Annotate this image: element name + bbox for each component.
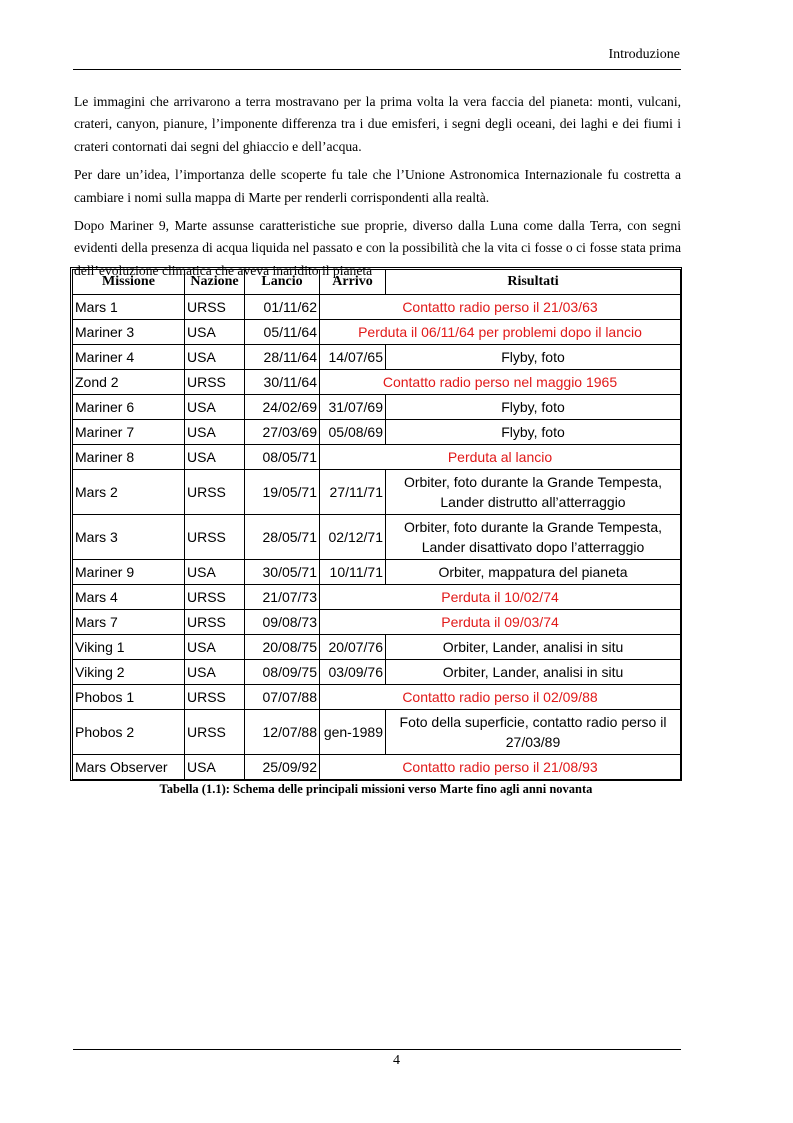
cell-missione: Viking 2 (73, 660, 185, 685)
table-row (73, 320, 681, 345)
table-row (73, 445, 681, 470)
cell-risultati: Orbiter, Lander, analisi in situ (386, 660, 681, 685)
header-arrivo: Arrivo (320, 270, 386, 295)
table-row (73, 395, 681, 420)
cell-nazione: URSS (185, 470, 245, 515)
table-row (73, 635, 681, 660)
table-row (73, 470, 681, 515)
cell-missione: Phobos 2 (73, 710, 185, 755)
table-row (73, 585, 681, 610)
table-row (73, 755, 681, 780)
cell-risultati: Contatto radio perso il 21/03/63 (320, 295, 681, 320)
cell-risultati: Orbiter, Lander, analisi in situ (386, 635, 681, 660)
cell-missione: Mars 3 (73, 515, 185, 560)
cell-missione: Mariner 3 (73, 320, 185, 345)
cell-lancio: 08/09/75 (245, 660, 320, 685)
cell-lancio: 25/09/92 (245, 755, 320, 780)
cell-lancio: 01/11/62 (245, 295, 320, 320)
cell-lancio: 12/07/88 (245, 710, 320, 755)
table-row (73, 685, 681, 710)
table-row (73, 515, 681, 560)
cell-risultati: Flyby, foto (386, 395, 681, 420)
cell-missione: Viking 1 (73, 635, 185, 660)
table-header-row (73, 270, 681, 295)
cell-nazione: URSS (185, 515, 245, 560)
table-row (73, 420, 681, 445)
body-text (74, 91, 681, 288)
cell-nazione: USA (185, 320, 245, 345)
cell-nazione: URSS (185, 585, 245, 610)
cell-missione: Mars 1 (73, 295, 185, 320)
paragraph: Le immagini che arrivarono a terra mostravano per la prima volta la vera faccia del pianeta: monti, vulcani, crateri, canyon, pianure, l’imponente differenza tra i due emisferi, i segni degli oceani, dei laghi e dei fiumi i crateri contornati dai segni del ghiaccio e dell’acqua. (74, 94, 681, 154)
cell-lancio: 30/11/64 (245, 370, 320, 395)
cell-nazione: USA (185, 345, 245, 370)
cell-risultati: Perduta il 10/02/74 (320, 585, 681, 610)
cell-lancio: 21/07/73 (245, 585, 320, 610)
cell-missione: Mars 4 (73, 585, 185, 610)
cell-arrivo: 05/08/69 (320, 420, 386, 445)
cell-nazione: URSS (185, 295, 245, 320)
footer-rule (73, 1049, 681, 1050)
cell-lancio: 28/11/64 (245, 345, 320, 370)
missions-table (72, 269, 681, 780)
cell-nazione: USA (185, 560, 245, 585)
header-missione: Missione (73, 270, 185, 295)
cell-risultati: Contatto radio perso nel maggio 1965 (320, 370, 681, 395)
cell-risultati: Perduta il 06/11/64 per problemi dopo il lancio (320, 320, 681, 345)
cell-missione: Mariner 9 (73, 560, 185, 585)
cell-missione: Mariner 4 (73, 345, 185, 370)
cell-lancio: 08/05/71 (245, 445, 320, 470)
cell-lancio: 28/05/71 (245, 515, 320, 560)
cell-arrivo: 02/12/71 (320, 515, 386, 560)
cell-lancio: 30/05/71 (245, 560, 320, 585)
cell-nazione: USA (185, 445, 245, 470)
cell-risultati: Perduta il 09/03/74 (320, 610, 681, 635)
cell-arrivo: 14/07/65 (320, 345, 386, 370)
cell-missione: Mariner 8 (73, 445, 185, 470)
cell-lancio: 20/08/75 (245, 635, 320, 660)
cell-risultati: Flyby, foto (386, 345, 681, 370)
table-row (73, 345, 681, 370)
cell-nazione: USA (185, 395, 245, 420)
cell-risultati: Foto della superficie, contatto radio perso il 27/03/89 (386, 710, 681, 755)
cell-missione: Mariner 6 (73, 395, 185, 420)
header-risultati: Risultati (386, 270, 681, 295)
page-header-title: Introduzione (608, 47, 680, 62)
cell-nazione: URSS (185, 610, 245, 635)
header-lancio: Lancio (245, 270, 320, 295)
cell-lancio: 05/11/64 (245, 320, 320, 345)
cell-arrivo: 10/11/71 (320, 560, 386, 585)
header-nazione: Nazione (185, 270, 245, 295)
paragraph: Dopo Mariner 9, Marte assunse caratteristiche sue proprie, diverso dalla Luna come dalla Terra, con segni evidenti della presenza di acqua liquida nel passato e con la possibilità che la vita ci fosse o ci fosse stata prima dell’evoluzione climatica che aveva inaridito il pianeta (74, 218, 681, 278)
paragraph: Per dare un’idea, l’importanza delle scoperte fu tale che l’Unione Astronomica Internazionale fu costretta a cambiare i nomi sulla mappa di Marte per renderli corrispondenti alla realtà. (74, 167, 681, 205)
cell-lancio: 09/08/73 (245, 610, 320, 635)
table-row (73, 370, 681, 395)
cell-lancio: 24/02/69 (245, 395, 320, 420)
table-row (73, 295, 681, 320)
cell-missione: Mars Observer (73, 755, 185, 780)
cell-missione: Zond 2 (73, 370, 185, 395)
cell-arrivo: 31/07/69 (320, 395, 386, 420)
table-row (73, 710, 681, 755)
table-row (73, 610, 681, 635)
table-caption: Tabella (1.1): Schema delle principali missioni verso Marte fino agli anni novanta (159, 782, 593, 796)
cell-missione: Mariner 7 (73, 420, 185, 445)
table-body (73, 295, 681, 780)
cell-nazione: USA (185, 660, 245, 685)
cell-arrivo: 27/11/71 (320, 470, 386, 515)
cell-lancio: 19/05/71 (245, 470, 320, 515)
table-row (73, 660, 681, 685)
cell-risultati: Contatto radio perso il 21/08/93 (320, 755, 681, 780)
cell-risultati: Orbiter, mappatura del pianeta (386, 560, 681, 585)
cell-arrivo: gen-1989 (320, 710, 386, 755)
page-number: 4 (393, 1053, 400, 1068)
cell-nazione: USA (185, 755, 245, 780)
cell-risultati: Perduta al lancio (320, 445, 681, 470)
cell-lancio: 07/07/88 (245, 685, 320, 710)
header-rule (73, 69, 681, 70)
cell-nazione: URSS (185, 710, 245, 755)
cell-nazione: USA (185, 635, 245, 660)
cell-nazione: URSS (185, 685, 245, 710)
cell-risultati: Flyby, foto (386, 420, 681, 445)
cell-arrivo: 03/09/76 (320, 660, 386, 685)
cell-risultati: Orbiter, foto durante la Grande Tempesta, Lander distrutto all’atterraggio (386, 470, 681, 515)
cell-missione: Mars 2 (73, 470, 185, 515)
cell-risultati: Orbiter, foto durante la Grande Tempesta, Lander disattivato dopo l’atterraggio (386, 515, 681, 560)
table-row (73, 560, 681, 585)
cell-risultati: Contatto radio perso il 02/09/88 (320, 685, 681, 710)
cell-nazione: USA (185, 420, 245, 445)
cell-missione: Phobos 1 (73, 685, 185, 710)
cell-missione: Mars 7 (73, 610, 185, 635)
cell-arrivo: 20/07/76 (320, 635, 386, 660)
cell-nazione: URSS (185, 370, 245, 395)
cell-lancio: 27/03/69 (245, 420, 320, 445)
